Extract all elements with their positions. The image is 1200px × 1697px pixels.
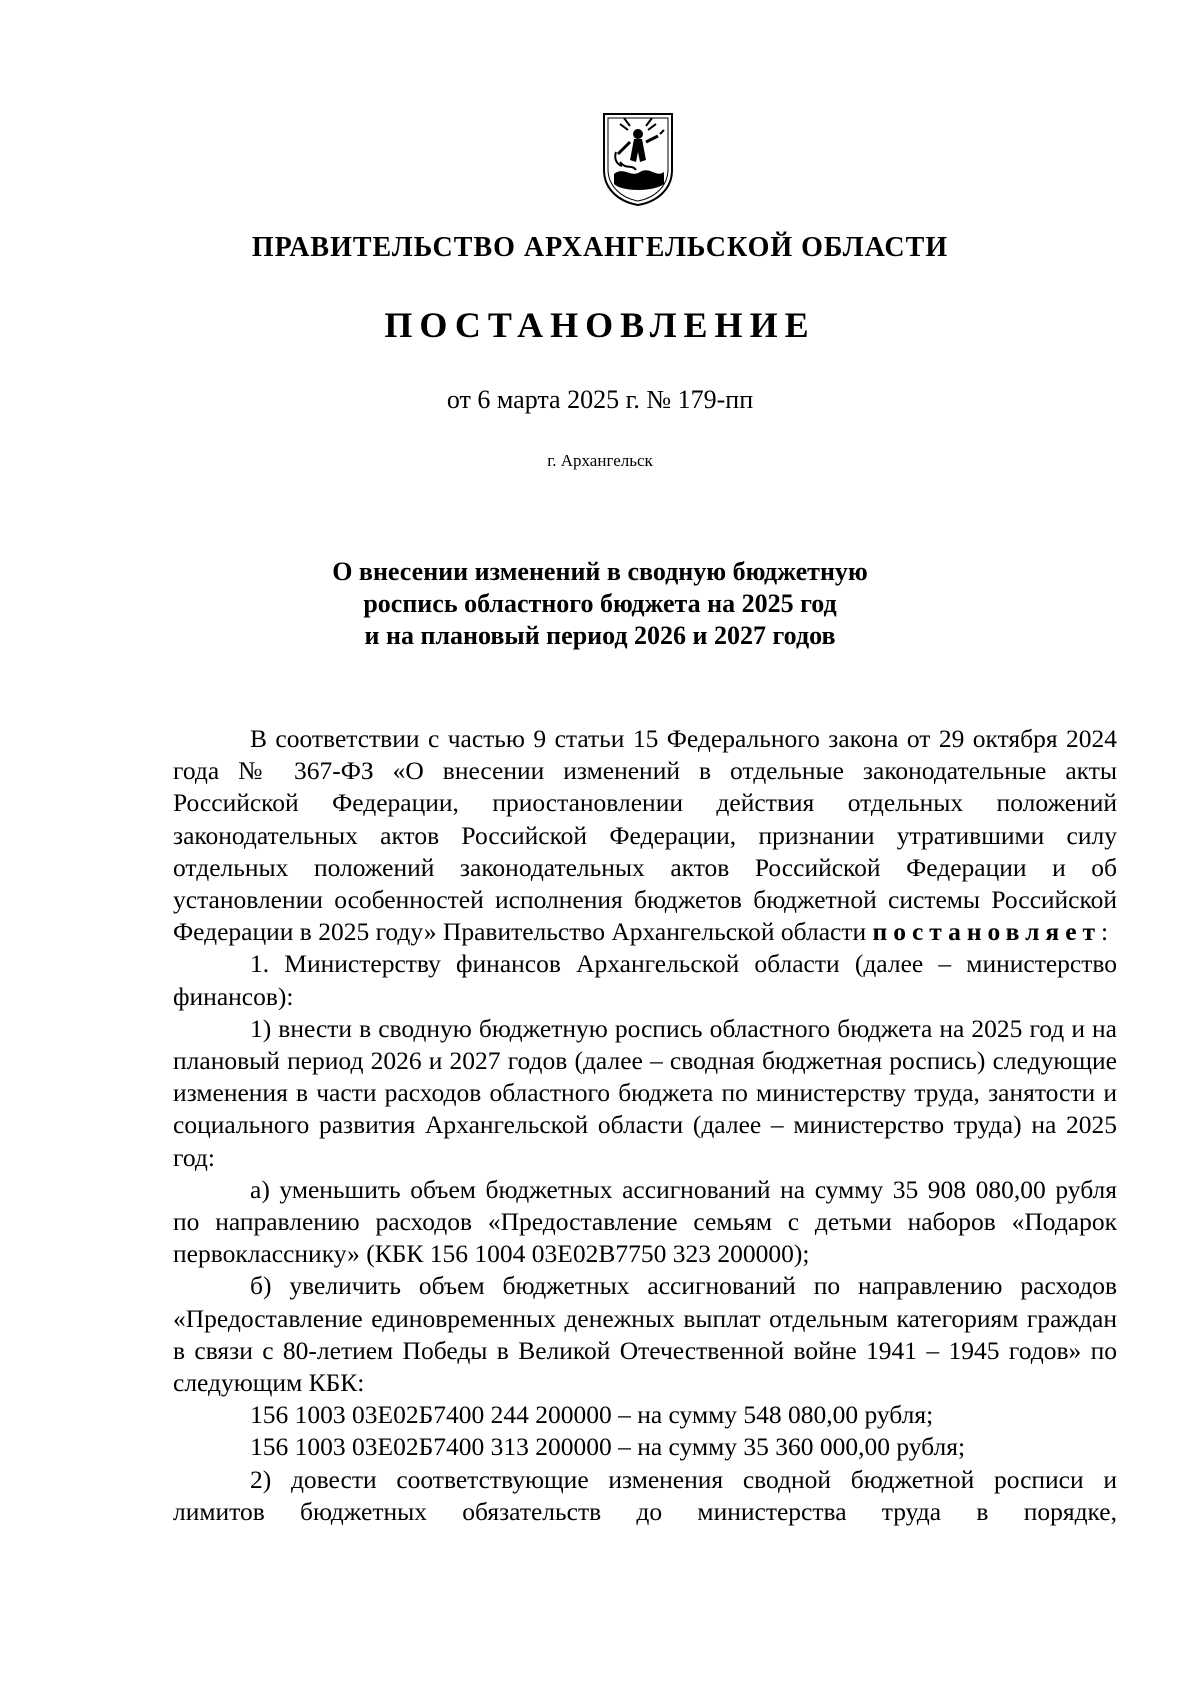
decree-word: постановляет — [872, 917, 1102, 947]
preamble-paragraph — [173, 723, 1117, 948]
document-title — [0, 556, 1200, 652]
title-line-2: роспись областного бюджета на 2025 год — [363, 589, 837, 618]
paragraph-item-1-1: 1) внести в сводную бюджетную роспись областного бюджета на 2025 год и на плановый период 2026 и 2027 годов (далее – сводная бюджетная роспись) следующие изменения в части расходов областного бюджета по министерству труда, занятости и социального развития Архангельской области (далее – министерство труда) на 2025 год: — [173, 1013, 1117, 1172]
title-line-3: и на плановый период 2026 и 2027 годов — [364, 621, 836, 650]
decree-colon: : — [1101, 917, 1109, 947]
document-body — [173, 723, 1117, 1528]
paragraph-item-a: а) уменьшить объем бюджетных ассигнований на сумму 35 908 080,00 рубля по направлению расходов «Предоставление семьям с детьми наборов «Подарок первокласснику» (КБК 156 1004 03Е02В7750 323 200000); — [173, 1174, 1117, 1269]
paragraph-kbk-2: 156 1003 03Е02Б7400 313 200000 – на сумму 35 360 000,00 рубля; — [250, 1432, 966, 1462]
paragraph-item-b: б) увеличить объем бюджетных ассигнований по направлению расходов «Предоставление единовременных денежных выплат отдельным категориям граждан в связи с 80-летием Победы в Великой Отечественной войне 1941 – 1945 годов» по следующим КБК: — [173, 1271, 1117, 1398]
paragraph-item-1-2: 2) довести соответствующие изменения сводной бюджетной росписи и лимитов бюджетных обязательств до министерства труда в порядке, — [173, 1464, 1117, 1526]
document-date-number: от 6 марта 2025 г. № 179-пп — [446, 385, 754, 414]
paragraph-kbk-1: 156 1003 03Е02Б7400 244 200000 – на сумму 548 080,00 рубля; — [250, 1400, 934, 1430]
title-line-1: О внесении изменений в сводную бюджетную — [332, 557, 868, 586]
organization-name: ПРАВИТЕЛЬСТВО АРХАНГЕЛЬСКОЙ ОБЛАСТИ — [251, 232, 949, 263]
document-city: г. Архангельск — [547, 451, 653, 470]
preamble-text: В соответствии с частью 9 статьи 15 Федерального закона от 29 октября 2024 года № 367-ФЗ «О внесении изменений в отдельные законодательные акты Российской Федерации, приостановлении действия отдельных положений законодательных актов Российской Федерации, признании утратившими силу отдельных положений законодательных актов Российской Федерации и об установлении особенностей исполнения бюджетов бюджетной системы Российской Федерации в 2025 году» Правительство Архангельской области — [173, 724, 1117, 947]
document-type: ПОСТАНОВЛЕНИЕ — [384, 305, 816, 345]
coat-of-arms-icon — [600, 112, 676, 207]
paragraph-item-1: 1. Министерству финансов Архангельской области (далее – министерство финансов): — [173, 949, 1117, 1011]
